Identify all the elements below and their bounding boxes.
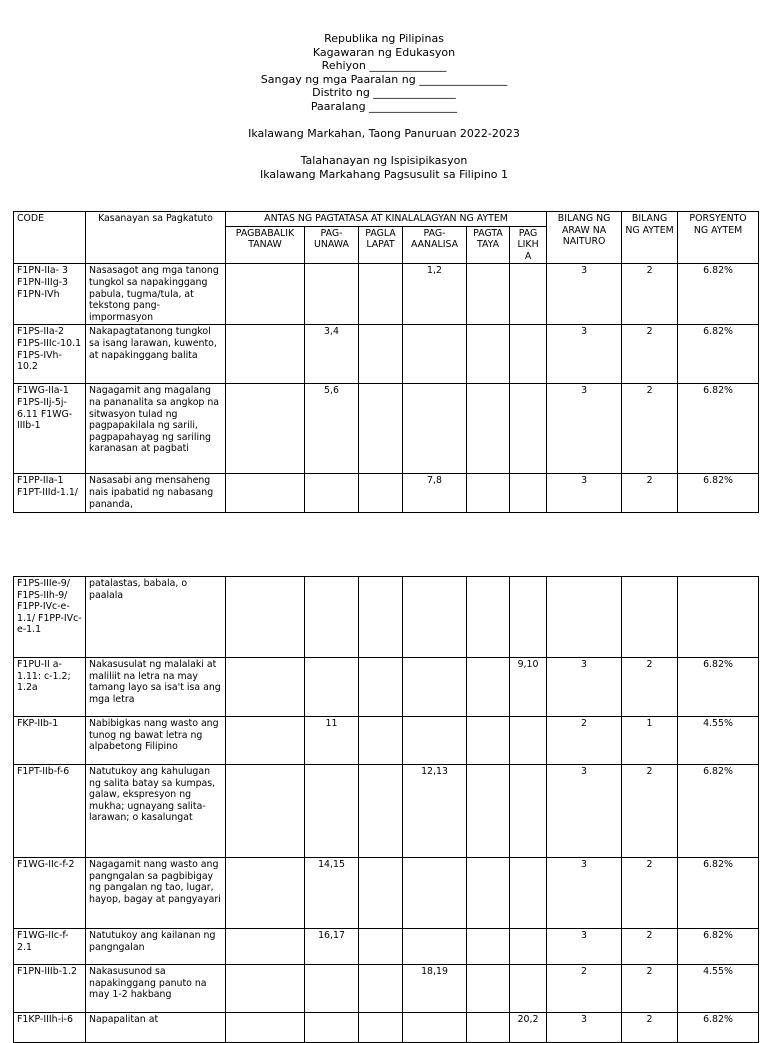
cell-items: 2 xyxy=(622,325,678,384)
cell-pagbabalik xyxy=(226,658,305,717)
cell-pagunawa: 5,6 xyxy=(305,384,359,474)
header-days: BILANG NG ARAW NA NAITURO xyxy=(547,212,622,264)
table-row xyxy=(14,965,759,1013)
table-row xyxy=(14,474,759,513)
cell-paganalisa: 1,2 xyxy=(403,264,467,325)
cell-code: FKP-IIb-1 xyxy=(14,717,86,765)
header-region: Rehiyon ______________ xyxy=(321,59,447,73)
cell-percent: 6.82% xyxy=(678,474,759,513)
cell-items: 2 xyxy=(622,474,678,513)
cell-pagunawa xyxy=(305,658,359,717)
header-district: Distrito ng _______________ xyxy=(312,86,456,100)
cell-paganalisa xyxy=(403,384,467,474)
table-row xyxy=(14,384,759,474)
header-school: Paaralang ________________ xyxy=(310,99,458,113)
cell-paglikha: 9,10 xyxy=(510,658,547,717)
cell-paglalapat xyxy=(359,384,403,474)
cell-days: 3 xyxy=(547,325,622,384)
cell-paglikha xyxy=(510,965,547,1013)
cell-pagbabalik xyxy=(226,1013,305,1043)
cell-pagunawa: 3,4 xyxy=(305,325,359,384)
cell-pagbabalik xyxy=(226,858,305,929)
cell-pagunawa xyxy=(305,264,359,325)
header-percent: PORSYENTO NG AYTEM xyxy=(678,212,759,264)
cell-pagbabalik xyxy=(226,717,305,765)
cell-pagunawa xyxy=(305,474,359,513)
cell-code: F1WG-IIc-f-2 xyxy=(14,858,86,929)
header-republic: Republika ng Pilipinas xyxy=(324,32,444,45)
cell-percent: 6.82% xyxy=(678,929,759,965)
header-level: PAG LIKH A xyxy=(510,226,547,264)
cell-pagtataya xyxy=(467,577,510,658)
cell-items: 2 xyxy=(622,765,678,858)
cell-days xyxy=(547,577,622,658)
cell-percent: 4.55% xyxy=(678,965,759,1013)
cell-paglikha xyxy=(510,384,547,474)
cell-paglalapat xyxy=(359,765,403,858)
cell-days: 3 xyxy=(547,384,622,474)
cell-items: 2 xyxy=(622,965,678,1013)
cell-code: F1PT-IIb-f-6 xyxy=(14,765,86,858)
cell-paglalapat xyxy=(359,264,403,325)
header-quarter: Ikalawang Markahan, Taong Panuruan 2022-2023 xyxy=(248,127,520,141)
cell-pagbabalik xyxy=(226,264,305,325)
cell-percent: 6.82% xyxy=(678,858,759,929)
cell-items: 2 xyxy=(622,858,678,929)
cell-code: F1KP-IIIh-i-6 xyxy=(14,1013,86,1043)
cell-paglikha xyxy=(510,765,547,858)
header-title: Talahanayan ng Ispisipikasyon xyxy=(300,154,468,168)
cell-skill: Nasasagot ang mga tanong tungkol sa napakinggang pabula, tugma/tula, at tekstong pang-impormasyon xyxy=(86,264,226,325)
table-row xyxy=(14,325,759,384)
cell-code: F1PN-IIa- 3 F1PN-IIIg-3 F1PN-IVh xyxy=(14,264,86,325)
cell-code: F1WG-IIa-1 F1PS-IIj-5j-6.11 F1WG-IIIb-1 xyxy=(14,384,86,474)
cell-paganalisa xyxy=(403,1013,467,1043)
specification-table-page-1 xyxy=(13,211,759,513)
cell-pagtataya xyxy=(467,717,510,765)
table-row xyxy=(14,858,759,929)
cell-pagtataya xyxy=(467,325,510,384)
cell-pagbabalik xyxy=(226,384,305,474)
cell-days: 3 xyxy=(547,765,622,858)
cell-percent: 6.82% xyxy=(678,1013,759,1043)
cell-skill: Nabibigkas nang wasto ang tunog ng bawat letra ng alpabetong Filipino xyxy=(86,717,226,765)
cell-percent: 6.82% xyxy=(678,658,759,717)
cell-pagbabalik xyxy=(226,474,305,513)
cell-code: F1PN-IIIb-1.2 xyxy=(14,965,86,1013)
cell-paglalapat xyxy=(359,325,403,384)
cell-items xyxy=(622,577,678,658)
cell-paglikha xyxy=(510,264,547,325)
cell-paglalapat xyxy=(359,717,403,765)
cell-paganalisa: 12,13 xyxy=(403,765,467,858)
cell-pagtataya xyxy=(467,965,510,1013)
cell-days: 3 xyxy=(547,929,622,965)
cell-pagunawa xyxy=(305,965,359,1013)
header-level: PAGLA LAPAT xyxy=(359,226,403,264)
header-antas: ANTAS NG PAGTATASA AT KINALALAGYAN NG AYTEM xyxy=(226,212,547,227)
cell-days: 3 xyxy=(547,264,622,325)
cell-paglikha xyxy=(510,929,547,965)
cell-code: F1PP-IIa-1 F1PT-IIId-1.1/ xyxy=(14,474,86,513)
cell-paglikha xyxy=(510,858,547,929)
cell-paglikha xyxy=(510,474,547,513)
cell-code: F1PS-IIa-2 F1PS-IIIc-10.1 F1PS-IVh-10.2 xyxy=(14,325,86,384)
header-items: BILANG NG AYTEM xyxy=(622,212,678,264)
cell-pagunawa: 11 xyxy=(305,717,359,765)
cell-pagtataya xyxy=(467,1013,510,1043)
cell-paglalapat xyxy=(359,577,403,658)
cell-skill: Napapalitan at xyxy=(86,1013,226,1043)
cell-skill: Natutukoy ang kahulugan ng salita batay sa kumpas, galaw, ekspresyon ng mukha; ugnayang salita-larawan; o kasalungat xyxy=(86,765,226,858)
header-code: CODE xyxy=(14,212,86,264)
cell-percent: 6.82% xyxy=(678,264,759,325)
cell-pagtataya xyxy=(467,929,510,965)
cell-percent: 6.82% xyxy=(678,384,759,474)
cell-paglalapat xyxy=(359,929,403,965)
cell-paganalisa xyxy=(403,577,467,658)
cell-percent: 6.82% xyxy=(678,765,759,858)
cell-items: 1 xyxy=(622,717,678,765)
table-row xyxy=(14,658,759,717)
cell-days: 3 xyxy=(547,1013,622,1043)
cell-pagbabalik xyxy=(226,965,305,1013)
cell-days: 3 xyxy=(547,658,622,717)
cell-paglalapat xyxy=(359,858,403,929)
cell-pagunawa: 16,17 xyxy=(305,929,359,965)
cell-pagbabalik xyxy=(226,325,305,384)
cell-paglikha xyxy=(510,717,547,765)
cell-pagbabalik xyxy=(226,577,305,658)
cell-pagtataya xyxy=(467,264,510,325)
cell-pagtataya xyxy=(467,474,510,513)
cell-skill: patalastas, babala, o paalala xyxy=(86,577,226,658)
cell-skill: Nakasusulat ng malalaki at maliliit na letra na may tamang layo sa isa't isa ang mga letra xyxy=(86,658,226,717)
table-row xyxy=(14,577,759,658)
header-level: PAG-UNAWA xyxy=(305,226,359,264)
cell-paglikha: 20,2 xyxy=(510,1013,547,1043)
cell-pagtataya xyxy=(467,384,510,474)
cell-days: 3 xyxy=(547,858,622,929)
cell-items: 2 xyxy=(622,929,678,965)
cell-pagbabalik xyxy=(226,929,305,965)
cell-pagtataya xyxy=(467,765,510,858)
cell-paglalapat xyxy=(359,474,403,513)
cell-days: 2 xyxy=(547,965,622,1013)
header-level: PAGBABALIK TANAW xyxy=(226,226,305,264)
cell-skill: Nakasusunod sa napakinggang panuto na may 1-2 hakbang xyxy=(86,965,226,1013)
cell-paglikha xyxy=(510,577,547,658)
cell-items: 2 xyxy=(622,384,678,474)
document-header xyxy=(0,32,768,182)
cell-percent xyxy=(678,577,759,658)
cell-skill: Nakapagtatanong tungkol sa isang larawan, kuwento, at napakinggang balita xyxy=(86,325,226,384)
cell-paglalapat xyxy=(359,1013,403,1043)
cell-paganalisa xyxy=(403,858,467,929)
table-row xyxy=(14,1013,759,1043)
cell-paglalapat xyxy=(359,658,403,717)
cell-pagunawa xyxy=(305,765,359,858)
header-department: Kagawaran ng Edukasyon xyxy=(312,45,456,59)
header-skill: Kasanayan sa Pagkatuto xyxy=(86,212,226,264)
cell-percent: 4.55% xyxy=(678,717,759,765)
cell-paglikha xyxy=(510,325,547,384)
cell-skill: Nagagamit nang wasto ang pangngalan sa pagbibigay ng pangalan ng tao, lugar, hayop, bagay at pangyayari xyxy=(86,858,226,929)
cell-code: F1WG-IIc-f-2.1 xyxy=(14,929,86,965)
cell-code: F1PS-IIIe-9/ F1PS-IIh-9/ F1PP-IVc-e-1.1/ F1PP-IVc-e-1.1 xyxy=(14,577,86,658)
cell-pagunawa xyxy=(305,577,359,658)
table-row xyxy=(14,717,759,765)
table-row xyxy=(14,765,759,858)
cell-percent: 6.82% xyxy=(678,325,759,384)
cell-paganalisa xyxy=(403,717,467,765)
cell-paglalapat xyxy=(359,965,403,1013)
cell-pagtataya xyxy=(467,858,510,929)
table-row xyxy=(14,264,759,325)
cell-pagunawa: 14,15 xyxy=(305,858,359,929)
cell-items: 2 xyxy=(622,1013,678,1043)
cell-skill: Natutukoy ang kailanan ng pangngalan xyxy=(86,929,226,965)
cell-code: F1PU-II a-1.11: c-1.2; 1.2a xyxy=(14,658,86,717)
cell-pagbabalik xyxy=(226,765,305,858)
header-division: Sangay ng mga Paaralan ng ________________ xyxy=(260,72,508,86)
header-subtitle: Ikalawang Markahang Pagsusulit sa Filipino 1 xyxy=(259,167,509,181)
cell-items: 2 xyxy=(622,658,678,717)
cell-paganalisa: 7,8 xyxy=(403,474,467,513)
cell-skill: Nasasabi ang mensaheng nais ipabatid ng nabasang pananda, xyxy=(86,474,226,513)
cell-pagtataya xyxy=(467,658,510,717)
cell-pagunawa xyxy=(305,1013,359,1043)
cell-items: 2 xyxy=(622,264,678,325)
cell-skill: Nagagamit ang magalang na pananalita sa angkop na sitwasyon tulad ng pagpapakilala ng sarili, pagpapahayag ng sariling karanasan at pagbati xyxy=(86,384,226,474)
cell-days: 3 xyxy=(547,474,622,513)
cell-paganalisa xyxy=(403,929,467,965)
table-row xyxy=(14,929,759,965)
cell-paganalisa xyxy=(403,658,467,717)
cell-paganalisa xyxy=(403,325,467,384)
header-level: PAGTA TAYA xyxy=(467,226,510,264)
specification-table-page-2 xyxy=(13,576,759,1043)
cell-days: 2 xyxy=(547,717,622,765)
cell-paganalisa: 18,19 xyxy=(403,965,467,1013)
header-level: PAG-AANALISA xyxy=(403,226,467,264)
